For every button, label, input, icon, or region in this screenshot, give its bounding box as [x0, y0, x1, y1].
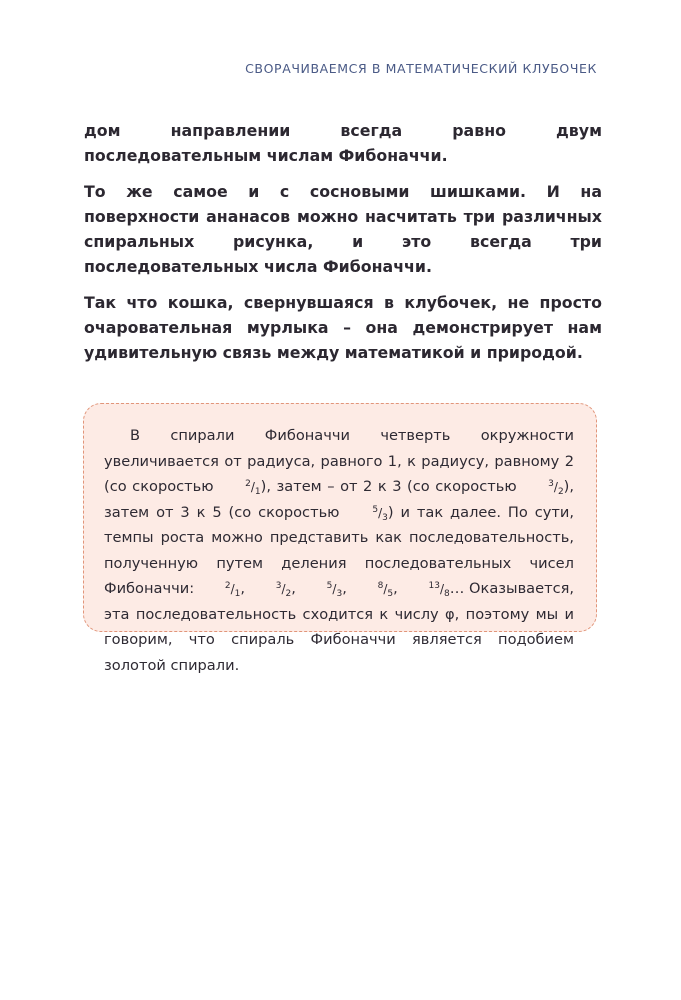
sequence-separator: , [291, 580, 301, 597]
paragraph-1: дом направлении всегда равно двум последовательным числам Фибоначчи. [84, 121, 602, 165]
fraction-numerator: 2 [245, 479, 251, 489]
sequence-separator: , [393, 580, 403, 597]
sequence-fraction [402, 582, 449, 599]
fraction-denominator: 1 [234, 589, 241, 599]
fraction-numerator: 2 [224, 581, 231, 591]
fraction-2-1 [219, 480, 261, 497]
sidebar-segment-2: ), затем – от 2 к 3 (со скоростью [260, 478, 523, 495]
paragraph-3: Так что кошка, свернувшаяся в клубочек, не просто очаровательная мурлыка – она демонстрирует нам удивительную связь между математикой и природой. [84, 293, 602, 362]
sequence-fraction [352, 582, 394, 599]
sequence-separator: , [342, 580, 352, 597]
sequence-separator: , [240, 580, 250, 597]
body-text [84, 118, 602, 376]
fraction-denominator: 2 [285, 589, 292, 599]
fraction-slash: / [383, 582, 388, 596]
fraction-denominator: 5 [387, 589, 394, 599]
paragraph-2: То же самое и с сосновыми шишками. И на поверхности ананасов можно насчитать три различных спиральных рисунка, и это всегда три последовательных числа Фибоначчи. [84, 182, 602, 276]
sidebar-segment-5: … Оказывается, эта последовательность сходится к числу φ, поэтому мы и говорим, что спираль Фибоначчи является подобием золотой спирали. [104, 580, 575, 674]
fraction-numerator: 13 [428, 581, 440, 591]
sidebar-segment-1: В спирали Фибоначчи четверть окружности увеличивается от радиуса, равного 1, к радиусу, равному 2 (со скоростью [104, 427, 574, 495]
fraction-slash: / [439, 582, 444, 596]
fraction-denominator: 1 [254, 487, 261, 497]
running-head: СВОРАЧИВАЕМСЯ В МАТЕМАТИЧЕСКИЙ КЛУБОЧЕК [245, 61, 597, 76]
fibonacci-sidebar-box [83, 403, 597, 674]
fraction-slash: / [378, 505, 383, 520]
fraction-slash: / [250, 480, 255, 494]
fraction-sequence [199, 580, 450, 597]
fraction-5-3 [346, 506, 388, 523]
sidebar-segment-3: ), затем от 3 к 5 (со скоростью [104, 478, 575, 521]
fraction-slash: / [553, 480, 558, 494]
sidebar-segment-4: ) и так далее. По сути, темпы роста можно представить как последовательность, полученную путем деления последовательных чисел Фибоначчи: [104, 503, 575, 597]
fraction-slash: / [230, 582, 235, 596]
sequence-fraction [301, 582, 343, 599]
fraction-denominator: 3 [336, 589, 343, 599]
fraction-denominator: 3 [382, 512, 388, 523]
sidebar-text [104, 423, 574, 678]
fraction-slash: / [281, 582, 286, 596]
fraction-numerator: 3 [548, 479, 554, 489]
fraction-denominator: 8 [443, 589, 450, 599]
sequence-fraction [199, 582, 241, 599]
fraction-numerator: 3 [275, 581, 282, 591]
fraction-numerator: 5 [372, 504, 379, 515]
fraction-denominator: 2 [557, 487, 564, 497]
fraction-numerator: 8 [377, 581, 384, 591]
fraction-3-2 [522, 480, 564, 497]
sequence-fraction [250, 582, 292, 599]
fraction-slash: / [332, 582, 337, 596]
fraction-numerator: 5 [326, 581, 333, 591]
